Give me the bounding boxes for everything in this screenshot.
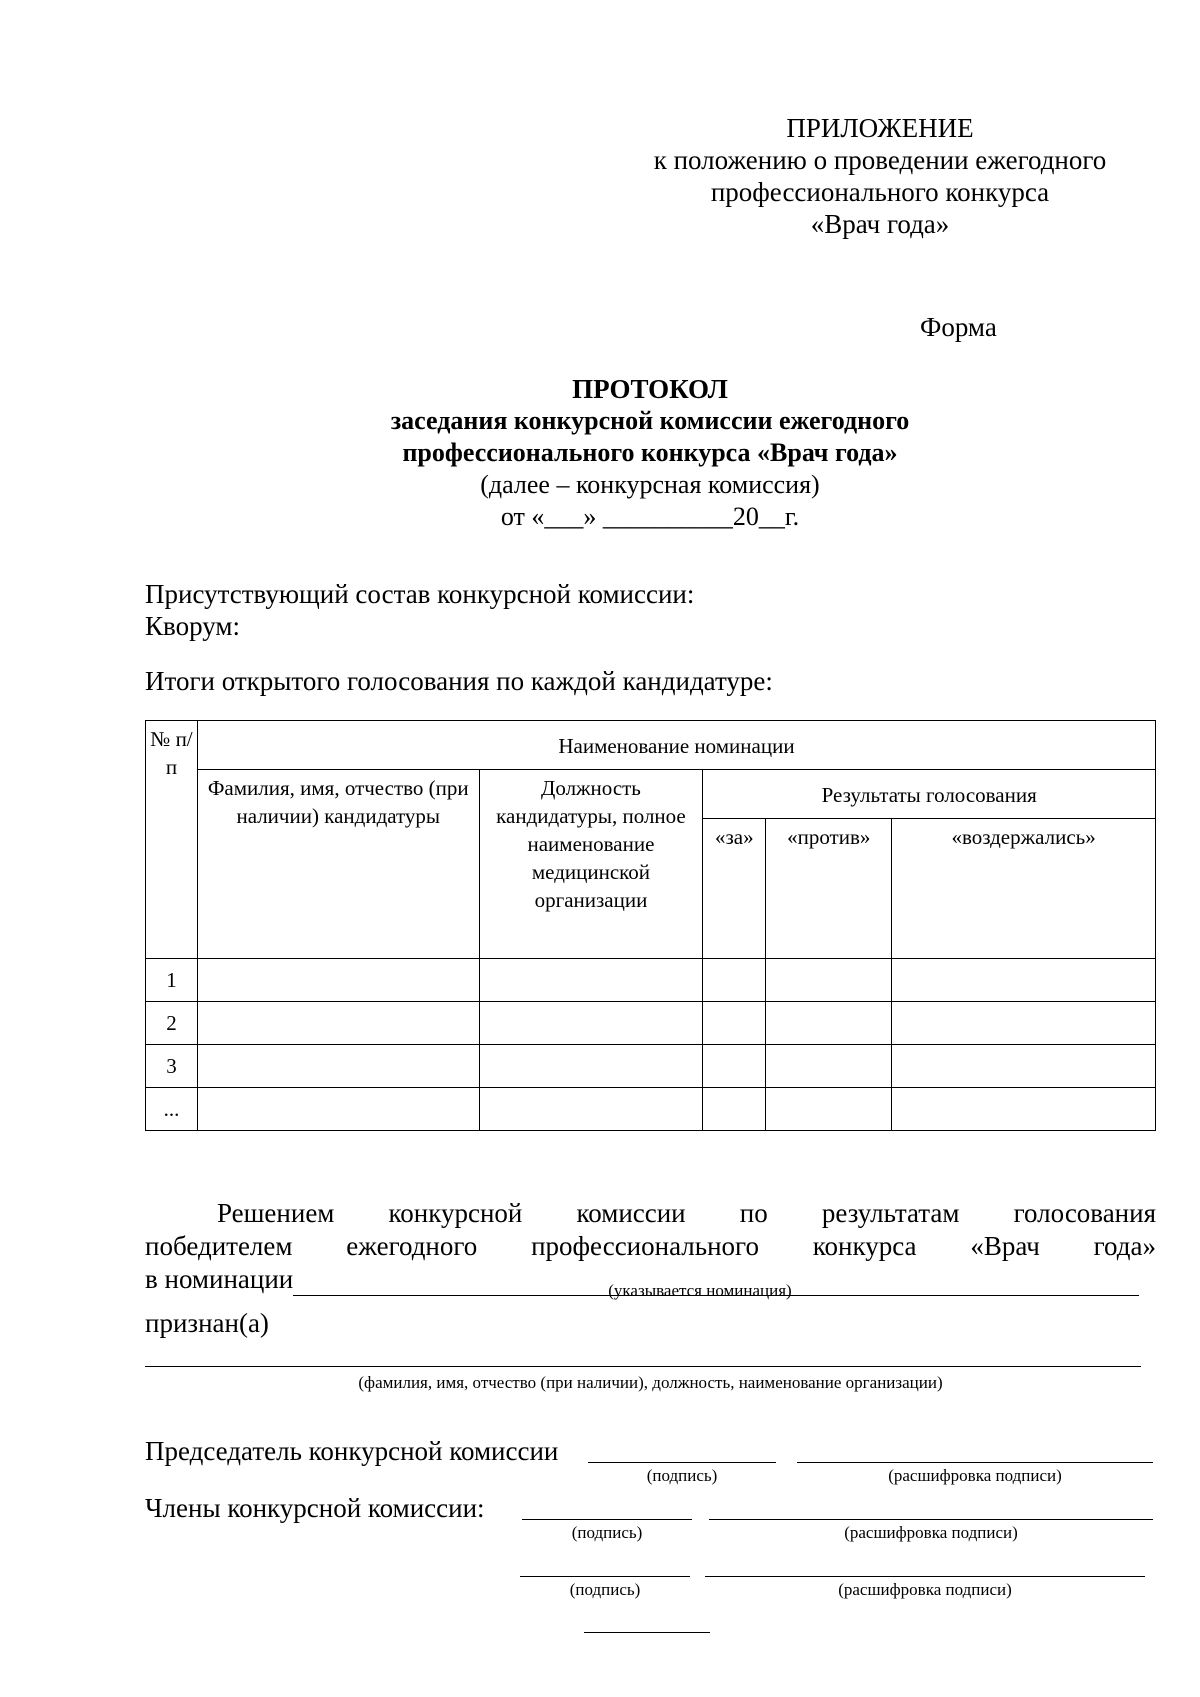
- cell-for[interactable]: [703, 1045, 766, 1088]
- cell-against[interactable]: [766, 1045, 892, 1088]
- appendix-line: «Врач года»: [810, 209, 950, 239]
- member-decode-line[interactable]: [709, 1519, 1153, 1520]
- cell-name[interactable]: [197, 1045, 479, 1088]
- decision-line: Решением конкурсной комиссии по результатам голосования: [217, 1198, 1156, 1228]
- cell-name[interactable]: [197, 1002, 479, 1045]
- header-abstain: «воздержались»: [892, 819, 1156, 959]
- header-name: Фамилия, имя, отчество (при наличии) кандидатуры: [197, 770, 479, 959]
- row-number: ...: [146, 1088, 198, 1131]
- cell-against[interactable]: [766, 959, 892, 1002]
- member-signature-line[interactable]: [522, 1519, 692, 1520]
- appendix-line: профессионального конкурса: [710, 177, 1050, 207]
- table-row: [146, 1002, 1156, 1045]
- cell-for[interactable]: [703, 1002, 766, 1045]
- quorum-label: Кворум:: [145, 611, 240, 641]
- header-position: Должность кандидатуры, полное наименование медицинской организации: [479, 770, 703, 959]
- protocol-note: (далее – конкурсная комиссия): [480, 470, 820, 499]
- protocol-subtitle: профессионального конкурса «Врач года»: [402, 438, 898, 467]
- cell-for[interactable]: [703, 959, 766, 1002]
- cell-position[interactable]: [479, 1088, 703, 1131]
- winner-caption: (фамилия, имя, отчество (при наличии), должность, наименование организации): [358, 1373, 943, 1392]
- header-against: «против»: [766, 819, 892, 959]
- member-signature-line[interactable]: [584, 1632, 710, 1633]
- header-results: Результаты голосования: [703, 770, 1156, 819]
- cell-name[interactable]: [197, 1088, 479, 1131]
- appendix-block: [600, 112, 1160, 240]
- winner-blank[interactable]: [145, 1366, 1141, 1367]
- cell-abstain[interactable]: [892, 959, 1156, 1002]
- member-signature-line[interactable]: [520, 1576, 690, 1577]
- signature-caption: (подпись): [569, 1580, 641, 1599]
- row-number: 2: [146, 1002, 198, 1045]
- cell-against[interactable]: [766, 1088, 892, 1131]
- table-row: [146, 1045, 1156, 1088]
- voting-results-table: [145, 720, 1156, 1131]
- protocol-date: от «___» __________20__г.: [500, 502, 800, 531]
- decode-caption: (расшифровка подписи): [838, 1580, 1012, 1599]
- cell-position[interactable]: [479, 1045, 703, 1088]
- header-no: № п/п: [146, 721, 198, 959]
- appendix-line: к положению о проведении ежегодного: [653, 145, 1107, 175]
- header-for: «за»: [703, 819, 766, 959]
- cell-position[interactable]: [479, 1002, 703, 1045]
- chairman-signature-line[interactable]: [588, 1462, 776, 1463]
- cell-against[interactable]: [766, 1002, 892, 1045]
- signature-caption: (подпись): [571, 1523, 643, 1542]
- appendix-title: ПРИЛОЖЕНИЕ: [786, 113, 974, 143]
- protocol-subtitle: заседания конкурсной комиссии ежегодного: [390, 406, 910, 435]
- row-number: 3: [146, 1045, 198, 1088]
- protocol-heading: ПРОТОКОЛ: [572, 374, 728, 404]
- cell-abstain[interactable]: [892, 1088, 1156, 1131]
- nomination-caption: (указывается номинация): [608, 1281, 792, 1300]
- voting-label: Итоги открытого голосования по каждой кандидатуре:: [145, 666, 773, 696]
- decode-caption: (расшифровка подписи): [888, 1466, 1062, 1485]
- members-label: Члены конкурсной комиссии:: [145, 1493, 485, 1523]
- cell-position[interactable]: [479, 959, 703, 1002]
- chairman-decode-line[interactable]: [797, 1462, 1153, 1463]
- signature-caption: (подпись): [646, 1466, 718, 1485]
- table-row: [146, 959, 1156, 1002]
- header-nomination: Наименование номинации: [197, 721, 1155, 770]
- cell-abstain[interactable]: [892, 1045, 1156, 1088]
- decode-caption: (расшифровка подписи): [844, 1523, 1018, 1542]
- row-number: 1: [146, 959, 198, 1002]
- present-label: Присутствующий состав конкурсной комиссии:: [145, 579, 695, 609]
- recognized-label: признан(а): [145, 1308, 269, 1338]
- form-label: Форма: [920, 312, 997, 342]
- cell-for[interactable]: [703, 1088, 766, 1131]
- member-decode-line[interactable]: [705, 1576, 1145, 1577]
- chairman-label: Председатель конкурсной комиссии: [145, 1436, 559, 1466]
- cell-name[interactable]: [197, 959, 479, 1002]
- table-row: [146, 1088, 1156, 1131]
- cell-abstain[interactable]: [892, 1002, 1156, 1045]
- protocol-title: [280, 373, 1020, 533]
- nomination-prefix: в номинации: [145, 1264, 294, 1294]
- decision-line: победителем ежегодного профессионального конкурса «Врач года»: [145, 1231, 1156, 1261]
